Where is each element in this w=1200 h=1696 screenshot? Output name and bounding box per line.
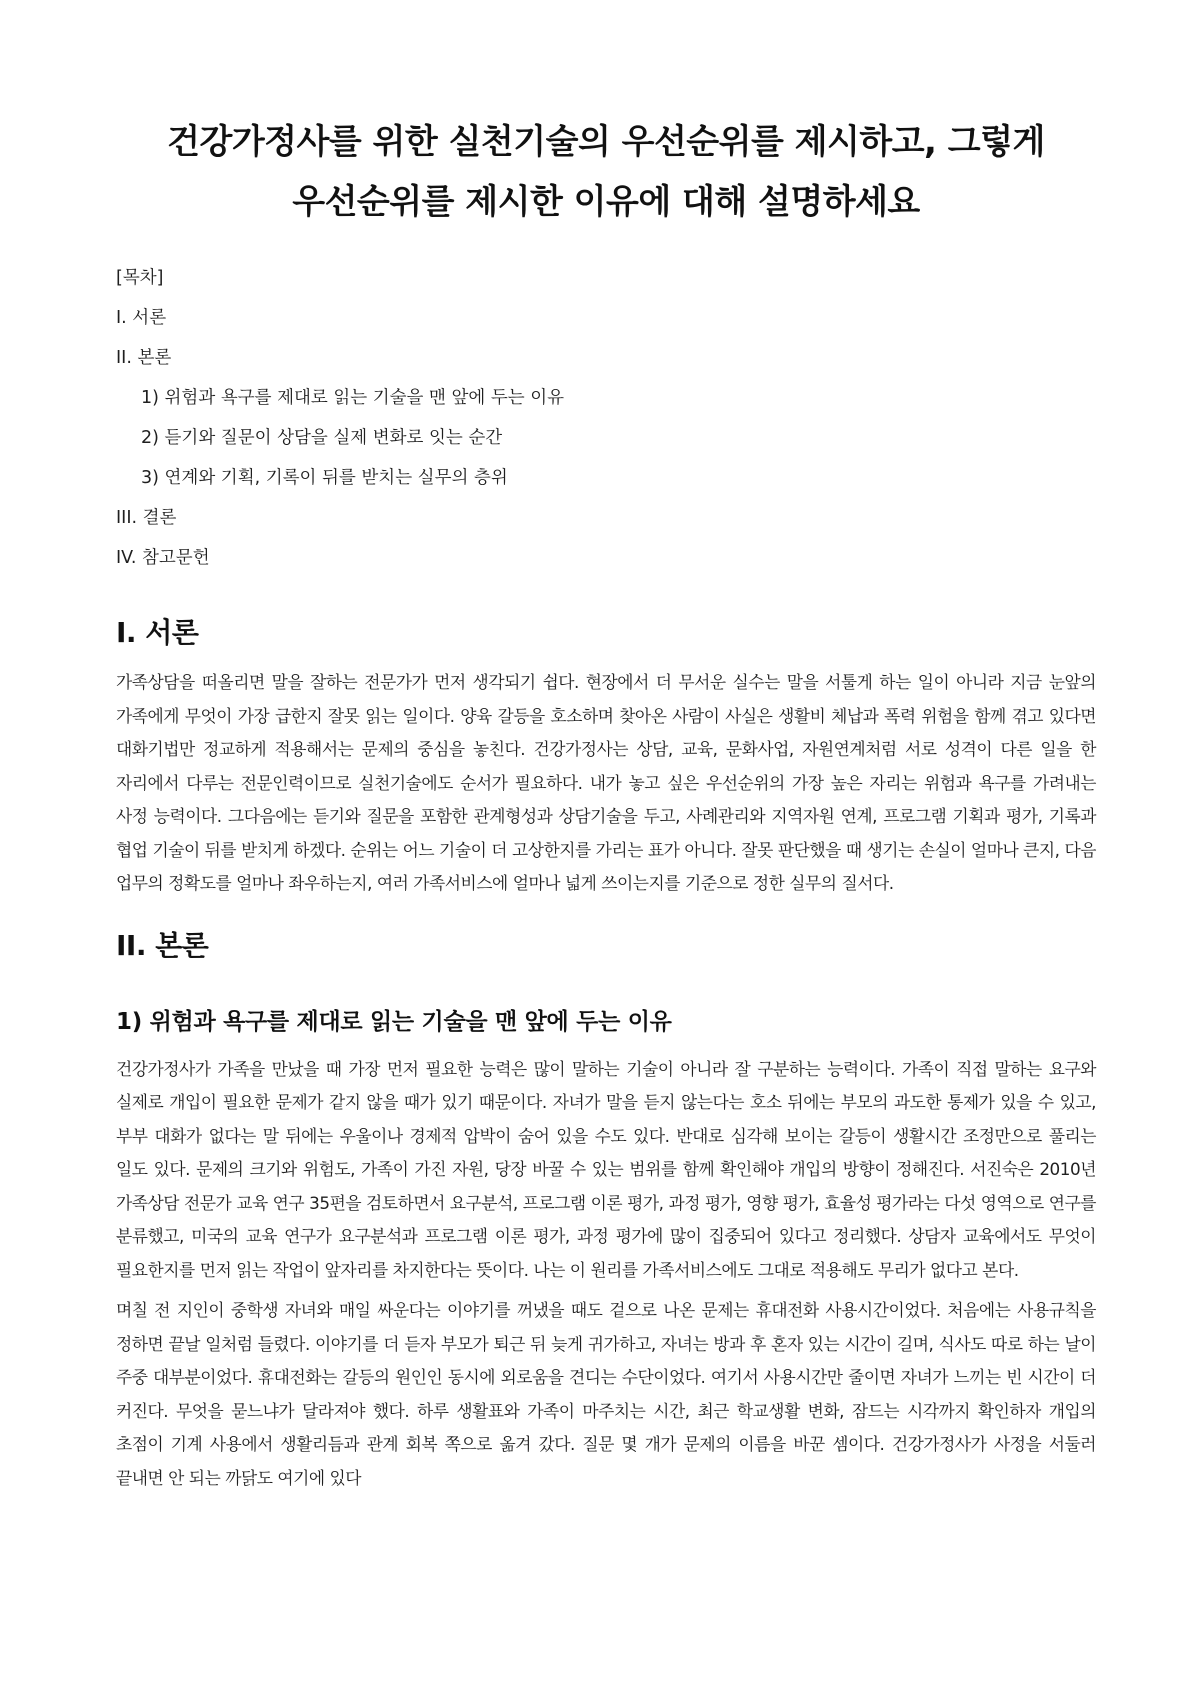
section-heading-introduction: I. 서론 [116,616,199,649]
toc-item-conclusion: III. 결론 [116,508,177,528]
document-title-line-1: 건강가정사를 위한 실천기술의 우선순위를 제시하고, 그렇게 [167,122,1045,162]
document-title [116,112,1096,232]
introduction-paragraph: 가족상담을 떠올리면 말을 잘하는 전문가가 먼저 생각되기 쉽다. 현장에서 더 무서운 실수는 말을 서툴게 하는 일이 아니라 지금 눈앞의 가족에게 무엇이 가장 급한지 잘못 읽는 일이다. 양육 갈등을 호소하며 찾아온 사람이 사실은 생활비 체납과 폭력 위험을 함께 겪고 있다면 대화기법만 정교하게 적용해서는 문제의 중심을 놓친다. 건강가정사는 상담, 교육, 문화사업, 자원연계처럼 서로 성격이 다른 일을 한 자리에서 다루는 전문인력이므로 실천기술에도 순서가 필요하다. 내가 놓고 싶은 우선순위의 가장 높은 자리는 위험과 욕구를 가려내는 사정 능력이다. 그다음에는 듣기와 질문을 포함한 관계형성과 상담기술을 두고, 사례관리와 지역자원 연계, 프로그램 기획과 평가, 기록과 협업 기술이 뒤를 받치게 하겠다. 순위는 어느 기술이 더 고상한지를 가리는 표가 아니다. 잘못 판단했을 때 생기는 손실이 얼마나 큰지, 다음 업무의 정확도를 얼마나 좌우하는지, 여러 가족서비스에 얼마나 넓게 쓰이는지를 기준으로 정한 실무의 질서다. [116,672,1096,893]
document-title-line-2: 우선순위를 제시한 이유에 대해 설명하세요 [292,182,920,222]
toc-item-body: II. 본론 [116,348,172,368]
section-heading-body: II. 본론 [116,928,209,962]
toc-item-introduction: I. 서론 [116,308,167,328]
toc-heading: [목차] [116,268,164,288]
body-paragraph: 건강가정사가 가족을 만났을 때 가장 먼저 필요한 능력은 많이 말하는 기술이 아니라 잘 구분하는 능력이다. 가족이 직접 말하는 요구와 실제로 개입이 필요한 문제가 같지 않을 때가 있기 때문이다. 자녀가 말을 듣지 않는다는 호소 뒤에는 부모의 과도한 통제가 있을 수 있고, 부부 대화가 없다는 말 뒤에는 우울이나 경제적 압박이 숨어 있을 수도 있다. 반대로 심각해 보이는 갈등이 생활시간 조정만으로 풀리는 일도 있다. 문제의 크기와 위험도, 가족이 가진 자원, 당장 바꿀 수 있는 범위를 함께 확인해야 개입의 방향이 정해진다. 서진숙은 2010년 가족상담 전문가 교육 연구 35편을 검토하면서 요구분석, 프로그램 이론 평가, 과정 평가, 영향 평가, 효율성 평가라는 다섯 영역으로 연구를 분류했고, 미국의 교육 연구가 요구분석과 프로그램 이론 평가, 과정 평가에 많이 집중되어 있다고 정리했다. 상담자 교육에서도 무엇이 필요한지를 먼저 읽는 작업이 앞자리를 차지한다는 뜻이다. 나는 이 원리를 가족서비스에도 그대로 적용해도 무리가 없다고 본다. [116,1058,1096,1280]
table-of-contents [116,258,1096,578]
toc-item-body-section-1: 1) 위험과 욕구를 제대로 읽는 기술을 맨 앞에 두는 이유 [141,388,565,408]
toc-item-body-section-2: 2) 듣기와 질문이 상담을 실제 변화로 잇는 순간 [141,428,503,448]
body-paragraph: 며칠 전 지인이 중학생 자녀와 매일 싸운다는 이야기를 꺼냈을 때도 겉으로 나온 문제는 휴대전화 사용시간이었다. 처음에는 사용규칙을 정하면 끝날 일처럼 들렸다. 이야기를 더 듣자 부모가 퇴근 뒤 늦게 귀가하고, 자녀는 방과 후 혼자 있는 시간이 길며, 식사도 따로 하는 날이 주중 대부분이었다. 휴대전화는 갈등의 원인인 동시에 외로움을 견디는 수단이었다. 여기서 사용시간만 줄이면 자녀가 느끼는 빈 시간이 더 커진다. 무엇을 묻느냐가 달라져야 했다. 하루 생활표와 가족이 마주치는 시간, 최근 학교생활 변화, 잠드는 시각까지 확인하자 개입의 초점이 기계 사용에서 생활리듬과 관계 회복 쪽으로 옮겨 갔다. 질문 몇 개가 문제의 이름을 바꾼 셈이다. 건강가정사가 사정을 서둘러 끝내면 안 되는 까닭도 여기에 있다 [116,1300,1096,1488]
subsection-heading-1: 1) 위험과 욕구를 제대로 읽는 기술을 맨 앞에 두는 이유 [116,1008,672,1035]
toc-item-body-section-3: 3) 연계와 기획, 기록이 뒤를 받치는 실무의 층위 [141,468,508,488]
toc-item-references: IV. 참고문헌 [116,548,210,568]
